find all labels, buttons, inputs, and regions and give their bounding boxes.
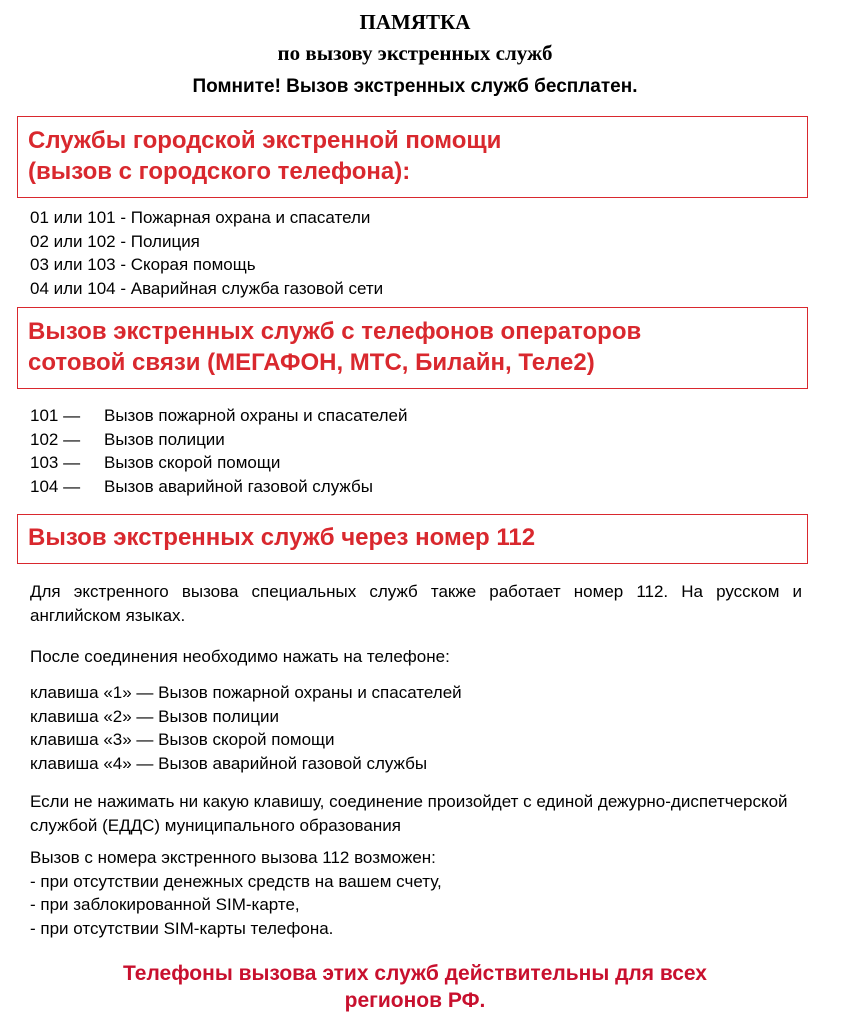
edds-note: Если не нажимать ни какую клавишу, соединение произойдет с единой дежурно-диспетчерской службой (ЕДДС) муниципального образования bbox=[30, 792, 788, 835]
call-possible-title: Вызов с номера экстренного вызова 112 возможен: bbox=[30, 848, 436, 867]
list-item: клавиша «2» — Вызов полиции bbox=[30, 706, 279, 726]
validity-footer-line2: регионов РФ. bbox=[344, 989, 486, 1012]
validity-footer bbox=[0, 960, 830, 1014]
list-item bbox=[30, 404, 408, 428]
list-item: - при отсутствии SIM-карты телефона. bbox=[30, 918, 334, 938]
service-number: 104 — bbox=[30, 476, 81, 496]
list-item bbox=[30, 428, 408, 452]
memo-title: ПАМЯТКА bbox=[359, 10, 471, 34]
memo-subtitle: по вызову экстренных служб bbox=[277, 41, 553, 65]
list-item: 01 или 101 - Пожарная охрана и спасатели bbox=[30, 208, 371, 227]
list-item bbox=[30, 475, 408, 499]
list-item: 02 или 102 - Полиция bbox=[30, 231, 200, 251]
service-number: 101 — bbox=[30, 406, 81, 425]
mobile-services-heading-line1: Вызов экстренных служб с телефонов операторов bbox=[28, 318, 642, 345]
service-description: Вызов пожарной охраны и спасателей bbox=[104, 406, 408, 425]
service-number: 102 — bbox=[30, 429, 81, 449]
call-possible-block bbox=[30, 846, 802, 940]
number-112-intro: Для экстренного вызова специальных служб также работает номер 112. На русском и английском языках. bbox=[30, 582, 802, 625]
number-112-heading: Вызов экстренных служб через номер 112 bbox=[28, 524, 536, 551]
list-item: - при отсутствии денежных средств на вашем счету, bbox=[30, 871, 442, 891]
service-description: Вызов полиции bbox=[104, 429, 225, 449]
free-call-reminder: Помните! Вызов экстренных служб бесплатен. bbox=[192, 76, 638, 97]
city-services-list bbox=[30, 206, 383, 300]
city-services-heading-box bbox=[17, 116, 808, 198]
list-item: 04 или 104 - Аварийная служба газовой сети bbox=[30, 278, 384, 298]
list-item bbox=[30, 451, 408, 475]
key-options-list bbox=[30, 681, 462, 775]
number-112-heading-box bbox=[17, 514, 808, 564]
list-item: клавиша «1» — Вызов пожарной охраны и спасателей bbox=[30, 683, 462, 702]
mobile-services-heading-box bbox=[17, 307, 808, 389]
list-item: - при заблокированной SIM-карте, bbox=[30, 895, 300, 914]
list-item: 03 или 103 - Скорая помощь bbox=[30, 255, 256, 274]
service-description: Вызов аварийной газовой службы bbox=[104, 476, 373, 496]
list-item: клавиша «3» — Вызов скорой помощи bbox=[30, 730, 335, 749]
service-number: 103 — bbox=[30, 453, 81, 472]
validity-footer-line1: Телефоны вызова этих служб действительны для всех bbox=[123, 962, 707, 985]
city-services-heading-line2: (вызов с городского телефона): bbox=[28, 158, 411, 185]
service-description: Вызов скорой помощи bbox=[104, 453, 281, 472]
after-connect-instruction: После соединения необходимо нажать на телефоне: bbox=[30, 647, 450, 666]
city-services-heading-line1: Службы городской экстренной помощи bbox=[28, 127, 502, 154]
mobile-services-heading-line2: сотовой связи (МЕГАФОН, МТС, Билайн, Теле2) bbox=[28, 349, 595, 376]
list-item: клавиша «4» — Вызов аварийной газовой службы bbox=[30, 753, 428, 773]
mobile-services-list bbox=[30, 404, 408, 498]
